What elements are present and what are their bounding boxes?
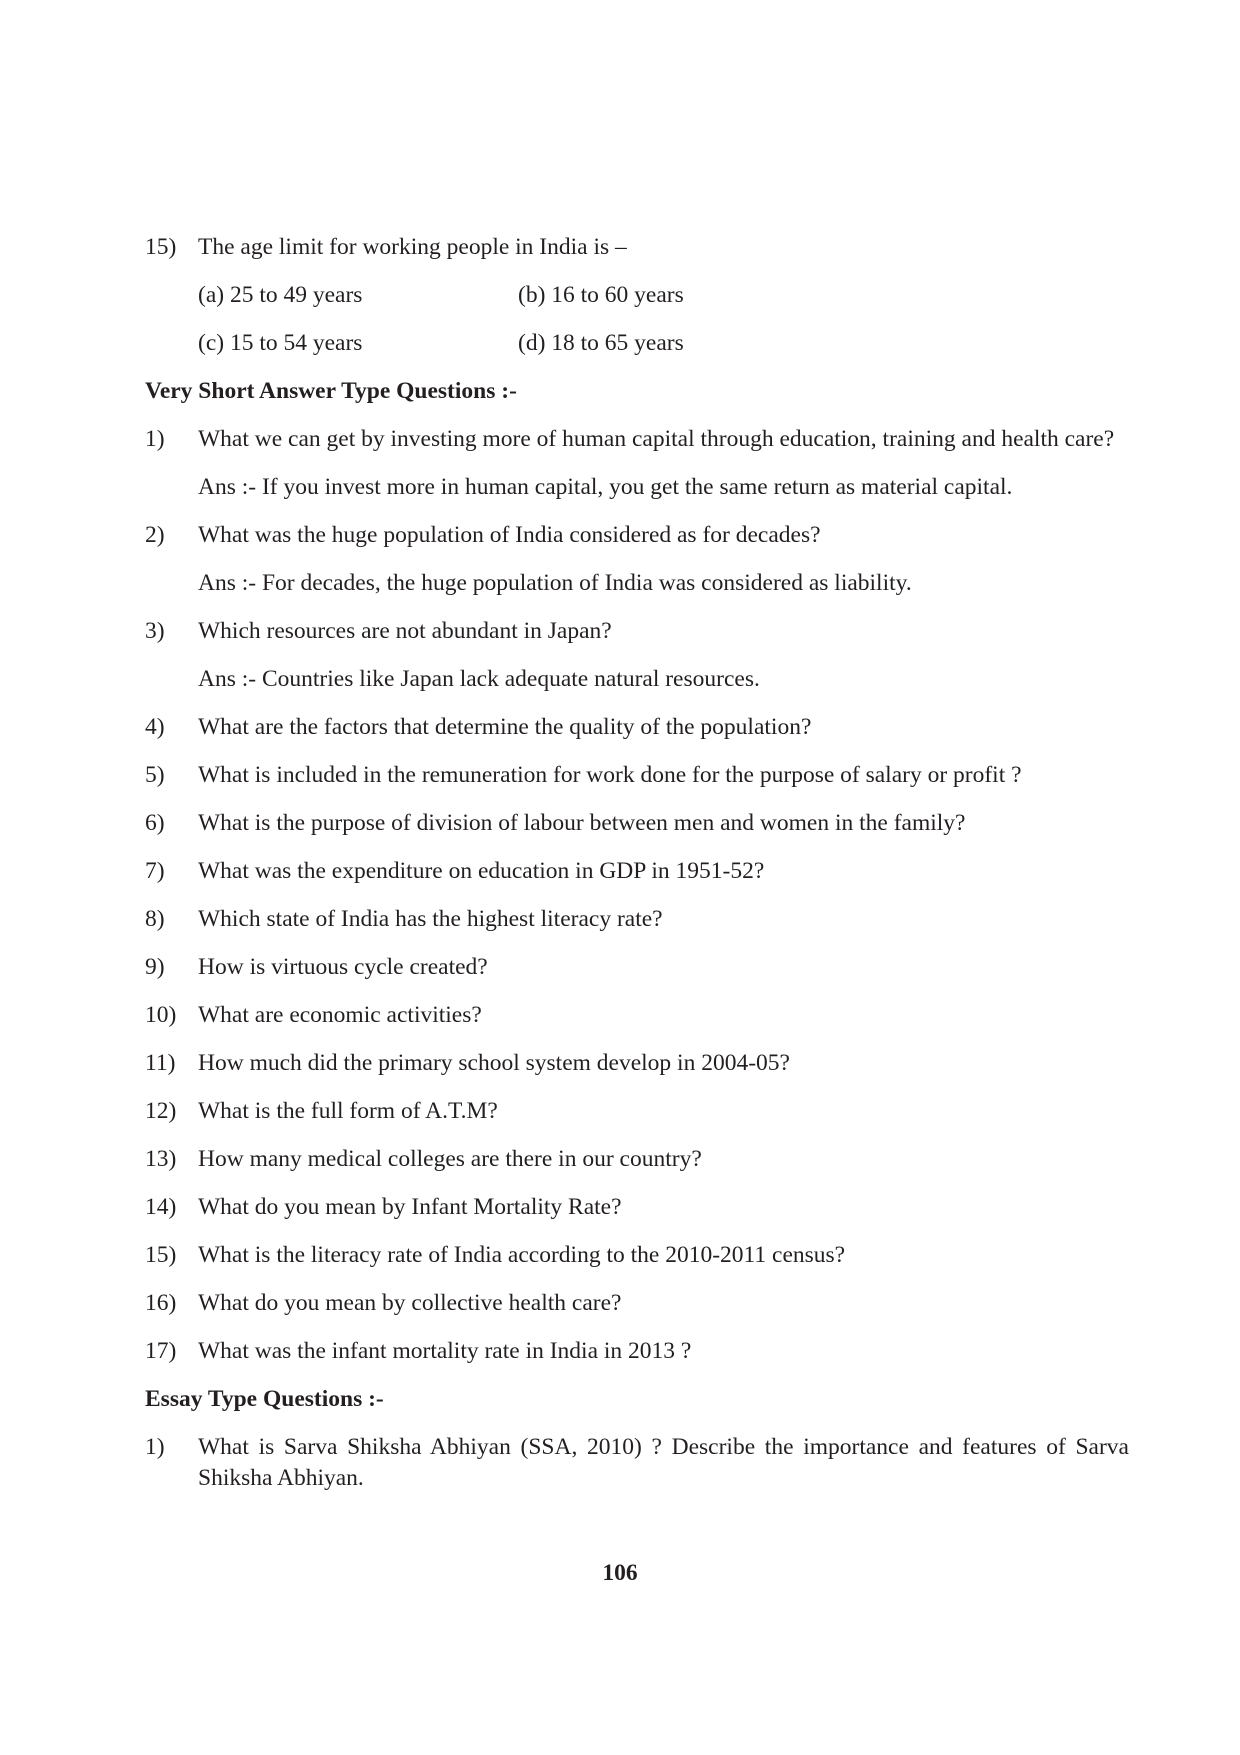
question-number: 12) [145, 1098, 177, 1124]
list-item [145, 904, 1129, 935]
option-c: (c) 15 to 54 years [198, 330, 363, 356]
list-item [145, 1432, 1129, 1494]
options-row [198, 328, 1129, 359]
list-item [145, 616, 1129, 647]
question-text: What are the factors that determine the quality of the population? [198, 714, 812, 740]
question-text: How many medical colleges are there in our country? [198, 1146, 702, 1172]
list-item [145, 952, 1129, 983]
option-d: (d) 18 to 65 years [518, 330, 684, 356]
question-text: How much did the primary school system develop in 2004-05? [198, 1050, 790, 1076]
list-item [145, 424, 1129, 455]
question-text: What was the expenditure on education in GDP in 1951-52? [198, 858, 765, 884]
answer-text: Ans :- If you invest more in human capital, you get the same return as material capital. [198, 474, 1013, 500]
question-text: What is Sarva Shiksha Abhiyan (SSA, 2010) ? Describe the importance and features of Sarva Shiksha Abhiyan. [198, 1434, 1129, 1491]
question-text: What is the purpose of division of labour between men and women in the family? [198, 810, 966, 836]
question-text: What we can get by investing more of human capital through education, training and health care? [198, 426, 1115, 452]
question-text: What do you mean by collective health care? [198, 1290, 622, 1316]
question-number: 9) [145, 954, 165, 980]
page-number: 106 [602, 1560, 638, 1586]
question-text: Which state of India has the highest literacy rate? [198, 906, 663, 932]
question-text: The age limit for working people in India is – [198, 234, 627, 260]
question-text: What was the huge population of India considered as for decades? [198, 522, 821, 548]
mcq-question [145, 232, 1129, 263]
list-item [145, 1144, 1129, 1175]
list-item [145, 1240, 1129, 1271]
question-number: 17) [145, 1338, 177, 1364]
list-item [145, 808, 1129, 839]
question-text: What are economic activities? [198, 1002, 482, 1028]
page-content [145, 232, 1129, 1511]
question-number: 14) [145, 1194, 177, 1220]
list-item [145, 1288, 1129, 1319]
question-number: 5) [145, 762, 165, 788]
question-number: 11) [145, 1050, 176, 1076]
section-heading-essay: Essay Type Questions :- [145, 1386, 384, 1412]
question-number: 4) [145, 714, 165, 740]
question-number: 8) [145, 906, 165, 932]
section-heading-very-short: Very Short Answer Type Questions :- [145, 378, 517, 404]
options-row [198, 280, 1129, 311]
list-item [145, 520, 1129, 551]
question-text: What is included in the remuneration for work done for the purpose of salary or profit ? [198, 762, 1022, 788]
list-item [145, 760, 1129, 791]
list-item [145, 1192, 1129, 1223]
question-number: 13) [145, 1146, 177, 1172]
question-number: 15) [145, 234, 177, 260]
question-text: Which resources are not abundant in Japan? [198, 618, 612, 644]
question-number: 16) [145, 1290, 177, 1316]
question-number: 15) [145, 1242, 177, 1268]
answer-text: Ans :- Countries like Japan lack adequate natural resources. [198, 666, 760, 692]
question-number: 1) [145, 426, 165, 452]
list-item [145, 1336, 1129, 1367]
list-item [145, 1000, 1129, 1031]
question-text: What do you mean by Infant Mortality Rate? [198, 1194, 622, 1220]
question-number: 3) [145, 618, 165, 644]
question-text: What is the literacy rate of India according to the 2010-2011 census? [198, 1242, 846, 1268]
option-b: (b) 16 to 60 years [518, 282, 684, 308]
list-item [145, 856, 1129, 887]
question-text: What was the infant mortality rate in India in 2013 ? [198, 1338, 692, 1364]
answer-text: Ans :- For decades, the huge population of India was considered as liability. [198, 570, 912, 596]
list-item [145, 712, 1129, 743]
mcq-options [198, 280, 1129, 359]
question-text: What is the full form of A.T.M? [198, 1098, 498, 1124]
question-number: 2) [145, 522, 165, 548]
list-item [145, 1048, 1129, 1079]
list-item [145, 1096, 1129, 1127]
question-number: 7) [145, 858, 165, 884]
question-number: 10) [145, 1002, 177, 1028]
question-number: 6) [145, 810, 165, 836]
question-text: How is virtuous cycle created? [198, 954, 488, 980]
question-number: 1) [145, 1434, 165, 1460]
option-a: (a) 25 to 49 years [198, 282, 363, 308]
